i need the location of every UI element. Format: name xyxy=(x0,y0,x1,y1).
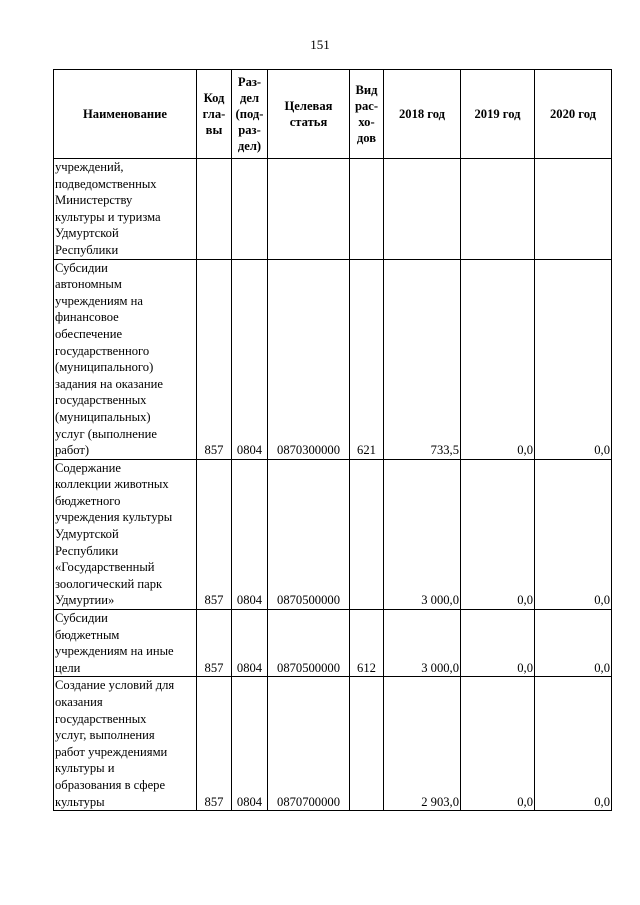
header-name: Наименование xyxy=(54,70,197,159)
text-line: Код xyxy=(203,91,225,105)
header-target-article xyxy=(268,70,350,159)
text-line: цели xyxy=(55,660,81,675)
row-amount-2020: 0,0 xyxy=(535,259,612,459)
row-name xyxy=(54,610,197,677)
header-year-2018: 2018 год xyxy=(384,70,461,159)
text-line: рас- xyxy=(354,99,379,113)
text-line: статья xyxy=(289,115,328,129)
text-line: Удмуртской xyxy=(55,226,119,241)
row-chapter-code: 857 xyxy=(197,610,232,677)
row-section: 0804 xyxy=(232,610,268,677)
header-year-2019: 2019 год xyxy=(461,70,535,159)
row-name xyxy=(54,259,197,459)
row-target-article: 0870300000 xyxy=(268,259,350,459)
row-chapter-code: 857 xyxy=(197,259,232,459)
text-line: Удмуртии» xyxy=(55,593,115,608)
text-line: подведомственных xyxy=(55,176,157,191)
text-line: (муниципальных) xyxy=(55,409,151,424)
text-line: Республики xyxy=(55,242,119,257)
row-chapter-code: 857 xyxy=(197,459,232,609)
row-amount-2018: 2 903,0 xyxy=(384,677,461,811)
text-line: Субсидии xyxy=(55,611,108,626)
row-amount-2018: 3 000,0 xyxy=(384,610,461,677)
text-line: государственного xyxy=(55,343,150,358)
row-chapter-code xyxy=(197,159,232,260)
row-expense-type xyxy=(350,459,384,609)
table-header-row xyxy=(54,70,612,159)
text-line: государственных xyxy=(55,393,147,408)
text-line: работ) xyxy=(55,443,90,458)
row-section xyxy=(232,159,268,260)
row-amount-2018 xyxy=(384,159,461,260)
row-amount-2018: 3 000,0 xyxy=(384,459,461,609)
text-line: Создание условий для xyxy=(55,678,175,693)
text-line: культуры и xyxy=(55,761,115,776)
text-line: вы xyxy=(205,123,223,137)
text-line: Министерству xyxy=(55,193,133,208)
text-line: обеспечение xyxy=(55,326,123,341)
text-line: зоологический парк xyxy=(55,576,163,591)
text-line: оказания xyxy=(55,695,103,709)
header-section xyxy=(232,70,268,159)
table-row xyxy=(54,677,612,811)
header-year-2020: 2020 год xyxy=(535,70,612,159)
row-name xyxy=(54,677,197,811)
row-expense-type: 621 xyxy=(350,259,384,459)
row-target-article: 0870500000 xyxy=(268,610,350,677)
row-amount-2019: 0,0 xyxy=(461,677,535,811)
header-chapter-code xyxy=(197,70,232,159)
table-row xyxy=(54,259,612,459)
row-amount-2018: 733,5 xyxy=(384,259,461,459)
text-line: (под- xyxy=(235,107,264,121)
row-amount-2020: 0,0 xyxy=(535,677,612,811)
header-expense-type xyxy=(350,70,384,159)
text-line: дов xyxy=(356,131,377,145)
text-line: бюджетным xyxy=(55,627,120,642)
text-line: Целевая xyxy=(284,99,333,113)
text-line: автономным xyxy=(55,277,122,292)
row-expense-type: 612 xyxy=(350,610,384,677)
row-section: 0804 xyxy=(232,677,268,811)
text-line: дел xyxy=(239,91,260,105)
row-amount-2020 xyxy=(535,159,612,260)
row-amount-2020: 0,0 xyxy=(535,610,612,677)
text-line: учреждений, xyxy=(55,160,124,174)
row-target-article: 0870700000 xyxy=(268,677,350,811)
text-line: культуры xyxy=(55,794,105,809)
row-expense-type xyxy=(350,159,384,260)
row-expense-type xyxy=(350,677,384,811)
text-line: (муниципального) xyxy=(55,360,154,375)
row-section: 0804 xyxy=(232,459,268,609)
text-line: учреждениям на иные xyxy=(55,644,174,659)
text-line: Субсидии xyxy=(55,260,108,275)
budget-table xyxy=(53,69,612,811)
row-section: 0804 xyxy=(232,259,268,459)
text-line: учреждения культуры xyxy=(55,510,173,525)
text-line: «Государственный xyxy=(55,560,155,575)
text-line: учреждениям на xyxy=(55,293,143,308)
text-line: услуг, выполнения xyxy=(55,728,155,743)
text-line: Раз- xyxy=(237,75,262,89)
text-line: образования в сфере xyxy=(55,777,166,792)
text-line: Республики xyxy=(55,543,119,558)
text-line: финансовое xyxy=(55,310,119,325)
text-line: дел) xyxy=(237,139,262,153)
text-line: государственных xyxy=(55,711,147,726)
text-line: хо- xyxy=(358,115,375,129)
row-amount-2019 xyxy=(461,159,535,260)
row-amount-2019: 0,0 xyxy=(461,259,535,459)
text-line: гла- xyxy=(202,107,226,121)
row-target-article xyxy=(268,159,350,260)
row-amount-2019: 0,0 xyxy=(461,459,535,609)
text-line: работ учреждениями xyxy=(55,744,168,759)
row-amount-2020: 0,0 xyxy=(535,459,612,609)
row-name xyxy=(54,159,197,260)
table-row xyxy=(54,459,612,609)
text-line: культуры и туризма xyxy=(55,209,161,224)
text-line: бюджетного xyxy=(55,493,121,508)
row-amount-2019: 0,0 xyxy=(461,610,535,677)
text-line: задания на оказание xyxy=(55,376,163,391)
text-line: коллекции животных xyxy=(55,477,169,492)
row-target-article: 0870500000 xyxy=(268,459,350,609)
text-line: Вид xyxy=(355,83,378,97)
row-chapter-code: 857 xyxy=(197,677,232,811)
page-number: 151 xyxy=(310,37,330,52)
row-name xyxy=(54,459,197,609)
text-line: Удмуртской xyxy=(55,527,119,542)
text-line: раз- xyxy=(238,123,261,137)
text-line: услуг (выполнение xyxy=(55,426,157,441)
table-row xyxy=(54,159,612,260)
table-row xyxy=(54,610,612,677)
text-line: Содержание xyxy=(55,460,121,475)
